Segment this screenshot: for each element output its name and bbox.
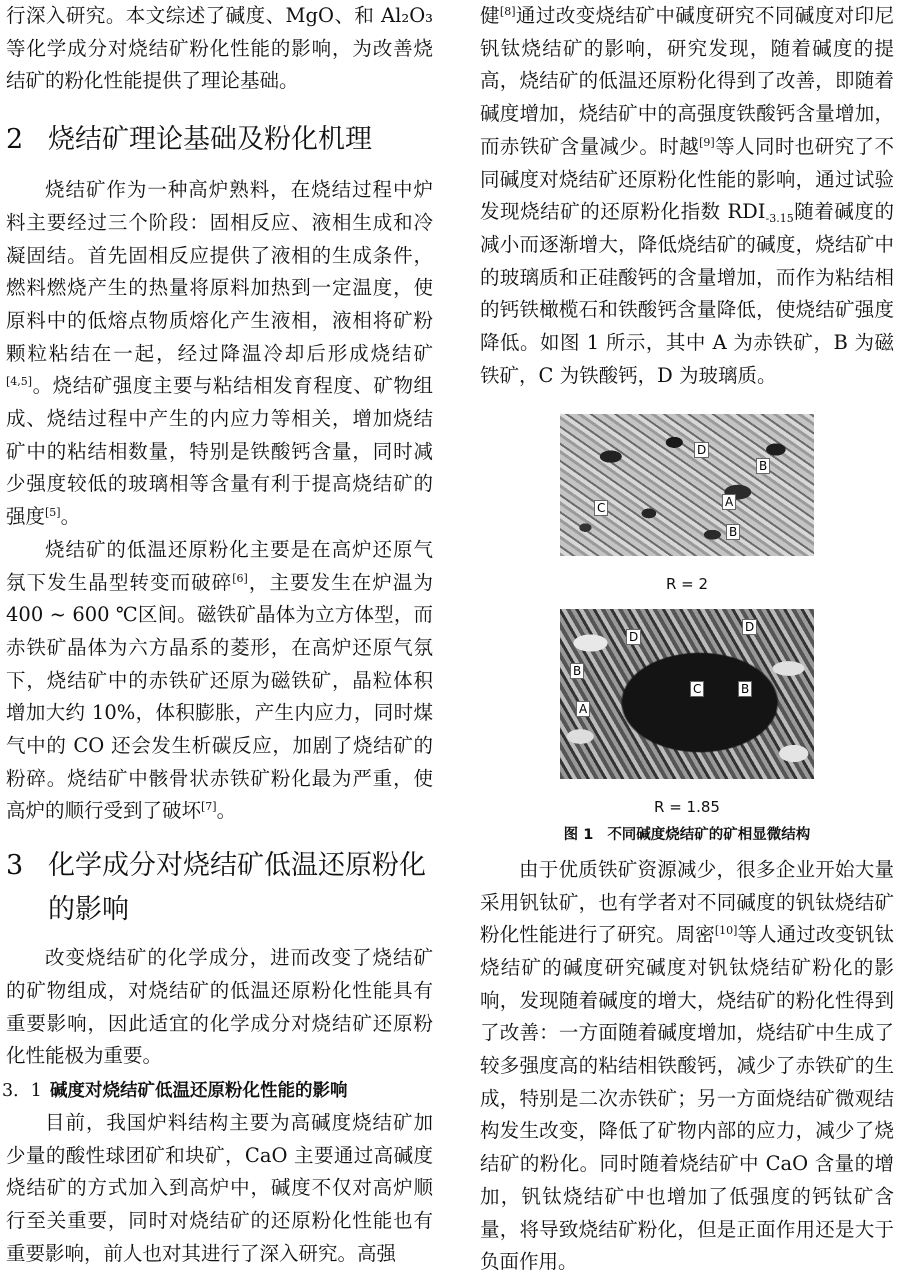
paragraph-text: 通过改变烧结矿中碱度研究不同碱度对印尼钒钛烧结矿的影响，研究发现，随着碱度的提高，烧结矿的低温还原粉化得到了改善，即随着碱度增加，烧结矿中的高强度铁酸钙含量增加，而赤铁矿含量减少。时越	[480, 4, 894, 158]
paragraph-vanadium-titanium	[480, 854, 894, 1279]
paragraph-sinter-formation	[6, 174, 433, 534]
section-number: 2	[6, 124, 24, 156]
figure-1	[480, 414, 894, 847]
paragraph-text: 等人通过改变钒钛烧结矿的碱度研究碱度对钒钛烧结矿粉化的影响，发现随着碱度的增大，烧结矿的粉化性得到了改善：一方面随着碱度增加，烧结矿中生成了较多强度高的粘结相铁酸钙，减少了赤铁矿的生成，特别是二次赤铁矿；另一方面烧结矿微观结构发生改变，降低了矿物内部的应力，减少了烧结矿的粉化。同时随着烧结矿中 CaO 含量的增加，钒钛烧结矿中也增加了低强度的钙钛矿含量，将导致烧结矿粉化，但是正面作用还是大于负面作用。	[480, 923, 894, 1274]
phase-label: D	[742, 619, 757, 635]
citation: [9]	[699, 135, 715, 149]
citation: [5]	[45, 506, 61, 520]
phase-label: A	[576, 701, 590, 717]
paragraph-text: 。	[60, 505, 81, 529]
citation: [8]	[499, 5, 516, 18]
subsection-3-1-heading	[2, 1075, 433, 1107]
paragraph-text: 健	[480, 4, 500, 27]
right-column	[480, 0, 894, 1279]
paragraph-text: ，主要发生在炉温为 400 ~ 600 ℃区间。磁铁矿晶体为立方体型，而赤铁矿晶体为六方晶系的菱形，在高炉还原气氛下，烧结矿中的赤铁矿还原为磁铁矿，晶粒体积增加大约 10%，体积膨胀，产生内应力，同时煤气中的 CO 还会发生析碳反应，加剧了烧结矿的粉碎。烧结矿中骸骨状赤铁矿粉化最为严重，使高炉的顺行受到了破坏	[6, 570, 433, 823]
subsection-title: 碱度对烧结矿低温还原粉化性能的影响	[50, 1080, 348, 1101]
phase-label: B	[738, 681, 752, 697]
figure-subcaption: R = 2	[665, 575, 709, 594]
section-title: 化学成分对烧结矿低温还原粉化的影响	[48, 850, 426, 926]
figure-number: 图 1	[563, 826, 594, 843]
phase-label: D	[626, 629, 641, 645]
paragraph-text: 烧结矿的低温还原粉化主要是在高炉还原气氛下发生晶型转变而破碎	[6, 537, 433, 594]
figure-title: 不同碱度烧结矿的矿相显微结构	[607, 826, 811, 843]
phase-label: A	[722, 494, 736, 510]
intro-paragraph: 行深入研究。本文综述了碱度、MgO、和 Al₂O₃ 等化学成分对烧结矿粉化性能的影响，为改善烧结矿的粉化性能提供了理论基础。	[6, 4, 433, 93]
phase-label: C	[690, 681, 704, 697]
phase-label: B	[756, 458, 770, 474]
paragraph-burden-structure: 目前，我国炉料结构主要为高碱度烧结矿加少量的酸性球团矿和块矿，CaO 主要通过高碱度烧结矿的方式加入到高炉中，碱度不仅对高炉顺行至关重要，同时对烧结矿的还原粉化性能也有重要影响，前人也对其进行了深入研究。高强	[6, 1110, 433, 1265]
phase-label: B	[726, 524, 740, 540]
phase-label: C	[594, 500, 608, 516]
paragraph-text: 由于优质铁矿资源减少，很多企业开始大量采用钒钛矿，也有学者对不同碱度的钒钛烧结矿粉化性能进行了研究。周密	[480, 857, 894, 947]
paragraph-text: 。	[216, 799, 237, 823]
phase-label: D	[694, 442, 709, 458]
paragraph-chemical-composition: 改变烧结矿的化学成分，进而改变了烧结矿的矿物组成，对烧结矿的低温还原粉化性能具有重要影响，因此适宜的化学成分对烧结矿还原粉化性能极为重要。	[6, 946, 433, 1068]
citation: [4,5]	[6, 375, 33, 389]
section-2-heading	[6, 120, 433, 160]
citation: [6]	[232, 571, 248, 585]
paragraph-degradation-mechanism	[6, 534, 433, 828]
micrograph-r2	[560, 414, 814, 556]
paragraph-text: 。烧结矿强度主要与粘结相发育程度、矿物组成、烧结过程中产生的内应力等相关，增加烧结矿中的粘结相数量，特别是铁酸钙含量，同时减少强度较低的玻璃相等含量有利于提高烧结矿的强度	[6, 374, 433, 529]
left-column	[2, 0, 433, 1271]
subsection-number: 3．1	[2, 1080, 42, 1101]
citation: [7]	[201, 800, 217, 814]
subscript: -3.15	[765, 212, 794, 226]
paragraph-text: 等人同时也研究了不同碱度对烧结矿还原粉化性能的影响，通过试验发现烧结矿的还原粉化指数 RDI	[480, 134, 894, 224]
section-3-heading	[6, 844, 433, 932]
figure-subcaption: R = 1.85	[654, 797, 720, 816]
paragraph-text: 烧结矿作为一种高炉熟料，在烧结过程中炉料主要经过三个阶段：固相反应、液相生成和冷凝固结。首先固相反应提供了液相的生成条件，燃料燃烧产生的热量将原料加热到一定温度，使原料中的低熔点物质熔化产生液相，液相将矿粉颗粒粘结在一起，经过降温冷却后形成烧结矿	[6, 178, 433, 365]
paragraph-basicity-study	[480, 0, 894, 392]
paragraph-text: 随着碱度的减小而逐渐增大，降低烧结矿的碱度，烧结矿中的玻璃质和正硅酸钙的含量增加，而作为粘结相的钙铁橄榄石和铁酸钙含量降低，使烧结矿强度降低。如图 1 所示，其中 A 为赤铁矿，B 为磁铁矿，C 为铁酸钙，D 为玻璃质。	[480, 200, 894, 387]
citation: [10]	[714, 924, 738, 938]
figure-caption	[480, 822, 894, 848]
section-title: 烧结矿理论基础及粉化机理	[48, 124, 372, 156]
phase-label: B	[570, 663, 584, 679]
section-number: 3	[6, 850, 24, 882]
micrograph-r185	[560, 609, 814, 779]
